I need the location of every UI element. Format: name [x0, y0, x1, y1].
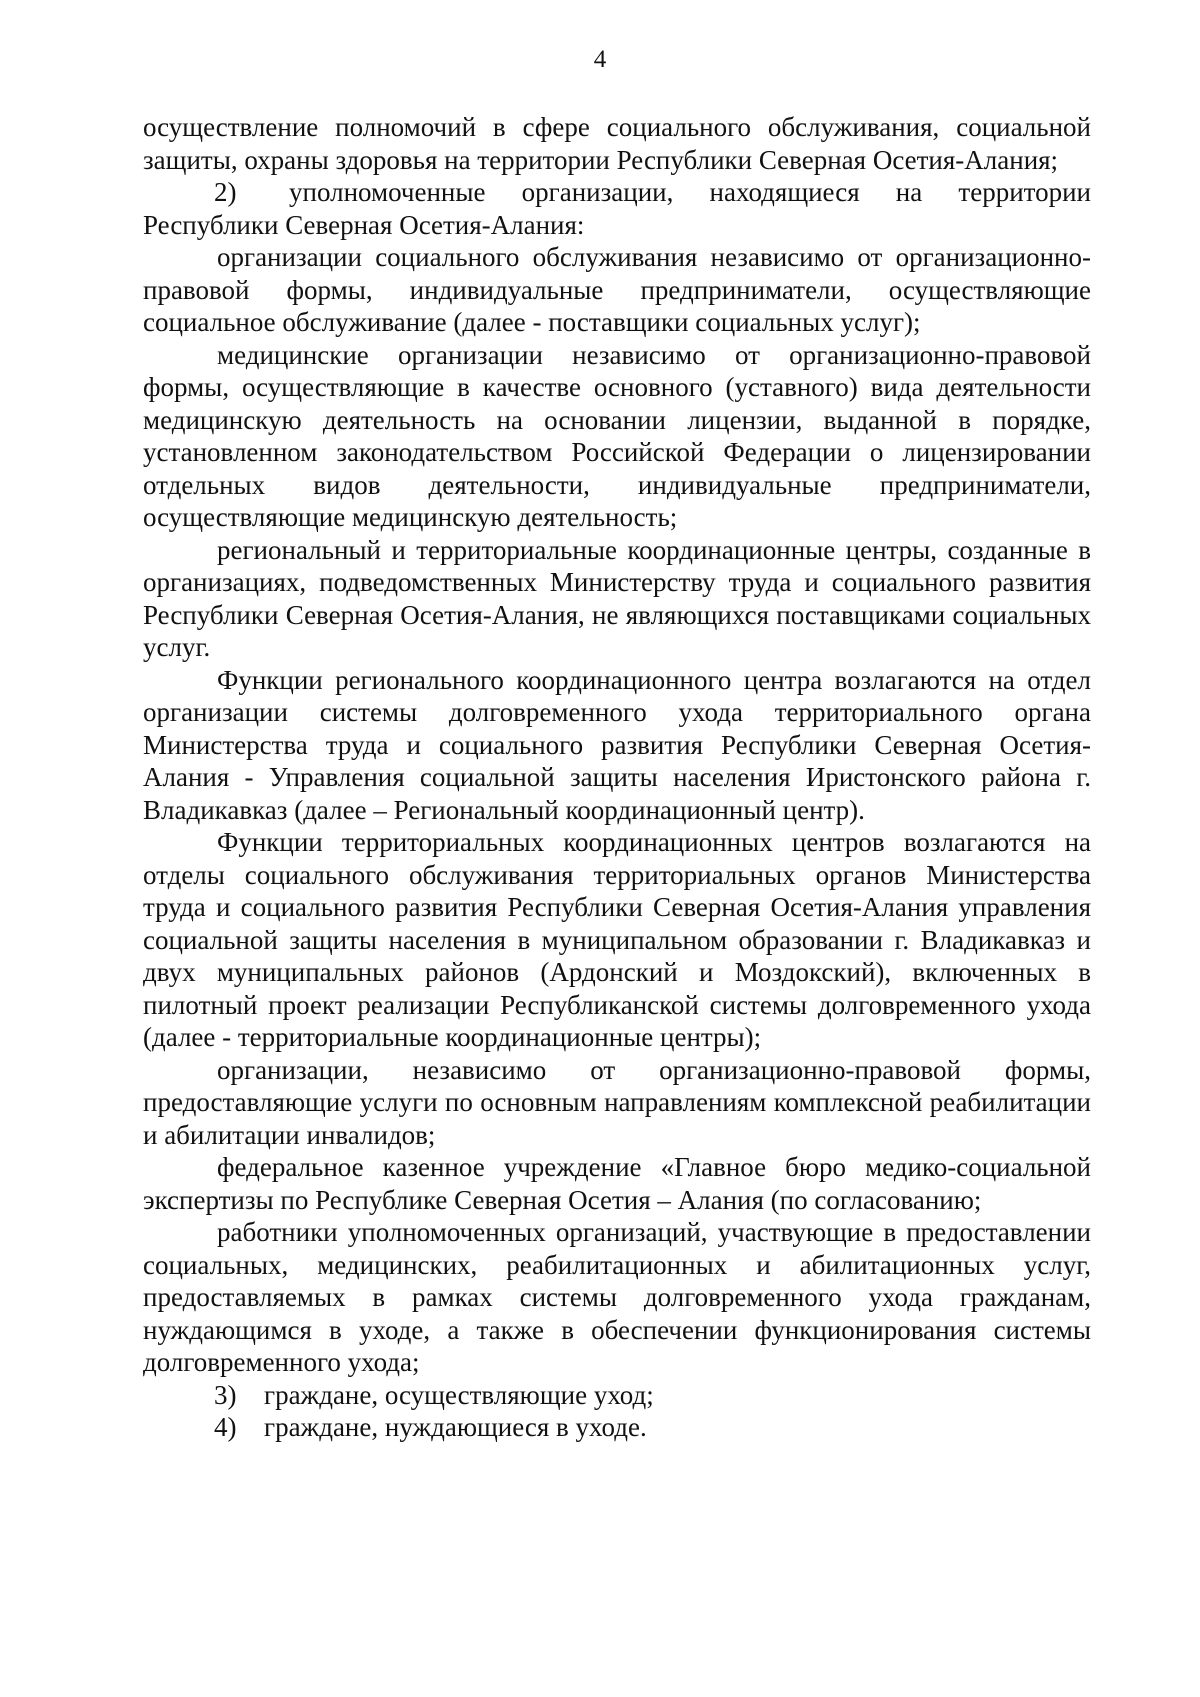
item-number: 3): [214, 1379, 237, 1410]
numbered-item-4: [143, 1411, 1091, 1444]
item-number: 4): [214, 1412, 237, 1442]
item-number: 2): [214, 177, 237, 207]
paragraph-text: региональный и территориальные координационные центры, созданные в организациях, подведомственных Министерству труда и социального развития Республики Северная Осетия-Алания, не являющихся поставщиками социальных услуг.: [143, 534, 1091, 662]
paragraph-continuation: [143, 111, 1091, 176]
paragraph-coordination-centers: [143, 534, 1091, 664]
paragraph-text: осуществление полномочий в сфере социального обслуживания, социальной защиты, охраны здоровья на территории Республики Северная Осетия-Алания;: [143, 112, 1091, 175]
paragraph-territorial-center-functions: [143, 826, 1091, 1054]
paragraph-social-service-orgs: [143, 241, 1091, 339]
paragraph-text: медицинские организации независимо от организационно-правовой формы, осуществляющие в качестве основного (уставного) вида деятельности медицинскую деятельность на основании лицензии, выданной в порядке, установленном законодательством Российской Федерации о лицензировании отдельных видов деятельности, индивидуальные предприниматели, осуществляющие медицинскую деятельность;: [143, 339, 1091, 532]
paragraph-text: федеральное казенное учреждение «Главное бюро медико-социальной экспертизы по Республике Северная Осетия – Алания (по согласованию;: [143, 1152, 1091, 1215]
numbered-item-2: [143, 176, 1091, 241]
paragraph-text: граждане, осуществляющие уход;: [264, 1379, 654, 1410]
paragraph-text: Функции регионального координационного центра возлагаются на отдел организации системы долговременного ухода территориального органа Министерства труда и социального развития Республики Северная Осетия-Алания - Управления социальной защиты населения Иристонского района г. Владикавказ (далее – Региональный координационный центр).: [143, 664, 1091, 825]
page-number: 4: [593, 46, 607, 73]
paragraph-text: работники уполномоченных организаций, участвующие в предоставлении социальных, медицинских, реабилитационных и абилитационных услуг, предоставляемых в рамках системы долговременного ухода гражданам, нуждающимся в уходе, а также в обеспечении функционирования системы долговременного ухода;: [143, 1217, 1091, 1377]
paragraph-text: уполномоченные организации, находящиеся на территории Республики Северная Осетия-Алания:: [143, 177, 1091, 240]
numbered-item-3: [143, 1379, 1091, 1412]
paragraph-medical-orgs: [143, 339, 1091, 534]
paragraph-regional-center-functions: [143, 664, 1091, 827]
paragraph-text: Функции территориальных координационных центров возлагаются на отделы социального обслуживания территориальных органов Министерства труда и социального развития Республики Северная Осетия-Алания управления социальной защиты населения в муниципальном образовании г. Владикавказ и двух муниципальных районов (Ардонский и Моздокский), включенных в пилотный проект реализации Республиканской системы долговременного ухода (далее - территориальные координационные центры);: [143, 827, 1091, 1052]
paragraph-text: организации, независимо от организационно-правовой формы, предоставляющие услуги по основным направлениям комплексной реабилитации и абилитации инвалидов;: [143, 1054, 1091, 1150]
paragraph-rehabilitation-orgs: [143, 1054, 1091, 1152]
document-body: [143, 111, 1091, 1444]
paragraph-text: граждане, нуждающиеся в уходе.: [264, 1412, 647, 1442]
paragraph-text: организации социального обслуживания независимо от организационно-правовой формы, индивидуальные предприниматели, осуществляющие социальное обслуживание (далее - поставщики социальных услуг);: [143, 242, 1091, 337]
paragraph-mse-bureau: [143, 1151, 1091, 1216]
paragraph-workers: [143, 1216, 1091, 1379]
